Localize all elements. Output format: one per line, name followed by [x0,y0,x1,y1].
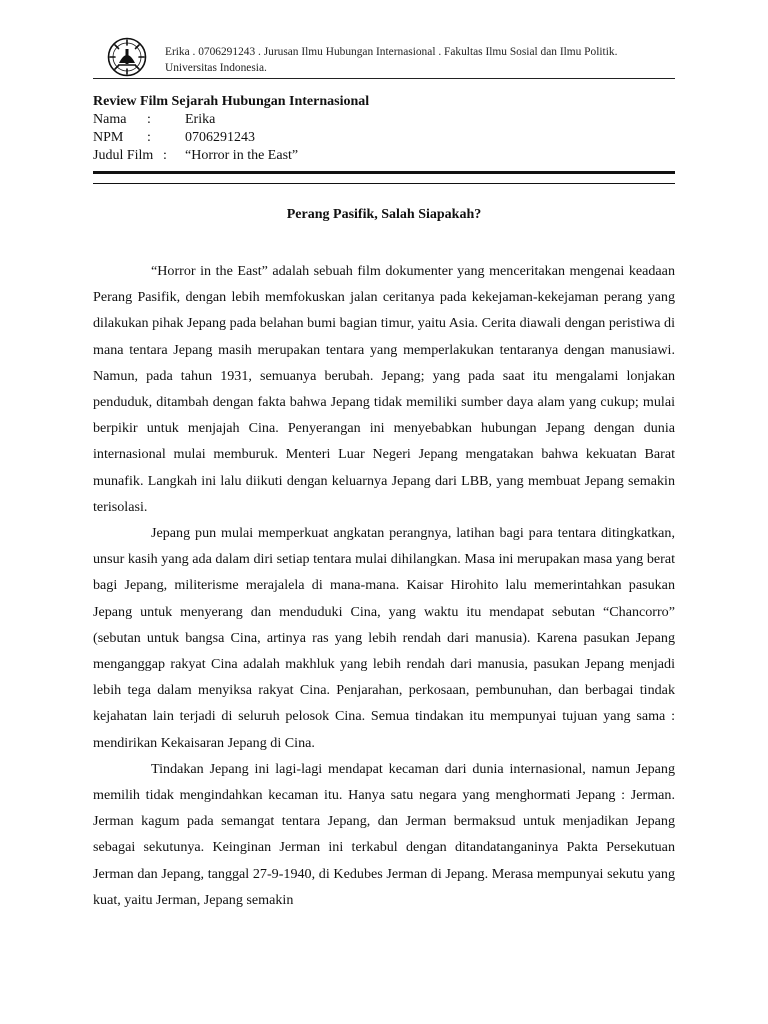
header-line-2: Universitas Indonesia. [165,62,267,74]
header-line-1: Erika . 0706291243 . Jurusan Ilmu Hubungan Internasional . Fakultas Ilmu Sosial dan Ilmu Politik. [165,46,618,58]
info-row-judul-film [93,147,675,165]
info-label: NPM [93,130,124,145]
info-value: 0706291243 [185,130,255,145]
page-header [93,34,675,80]
header-divider [93,78,675,79]
info-colon: : [163,148,167,163]
info-label: Nama [93,112,127,127]
info-value: Erika [185,112,216,127]
header-text [165,44,677,76]
review-title: Review Film Sejarah Hubungan Internasional [93,94,370,109]
info-colon: : [147,130,151,145]
info-row-npm [93,129,675,147]
body-text [93,258,675,913]
info-label: Judul Film [93,148,154,163]
paragraph: “Horror in the East” adalah sebuah film dokumenter yang menceritakan mengenai keadaan Perang Pasifik, dengan lebih memfokuskan jalan ceritanya pada kekejaman-kekejaman perang yang dilakukan pihak Jepang pada belahan bumi bagian timur, yaitu Asia. Cerita diawali dengan peristiwa di mana tentara Jepang masih merupakan tentara yang memperlakukan tentaranya dengan manusiawi. Namun, pada tahun 1931, semuanya berubah. Jepang; yang pada saat itu mengalami lonjakan penduduk, ditambah dengan fakta bahwa Jepang tidak memiliki sumber daya alam yang cukup; mulai berpikir untuk menjajah Cina. Penyerangan ini menyebabkan hubungan Jepang dengan dunia internasional mulai memburuk. Menteri Luar Negeri Jepang mengatakan bahwa kekuatan Barat munafik. Langkah ini lalu diikuti dengan keluarnya Jepang dari LBB, yang membuat Jepang semakin terisolasi. [93,263,675,515]
paragraph: Jepang pun mulai memperkuat angkatan perangnya, latihan bagi para tentara ditingkatkan, unsur kasih yang ada dalam diri setiap tentara mulai dihilangkan. Masa ini merupakan masa yang berat bagi Jepang, militerisme merajalela di mana-mana. Kaisar Hirohito lalu memerintahkan pasukan Jepang untuk menyerang dan menduduki Cina, yang waktu itu mendapat sebutan “Chancorro” (sebutan untuk bangsa Cina, artinya ras yang lebih rendah dari manusia). Karena pasukan Jepang menganggap rakyat Cina adalah makhluk yang lebih rendah dari manusia, pasukan Jepang menjadi lebih tega dalam menyiksa rakyat Cina. Penjarahan, perkosaan, pembunuhan, dan berbagai tindak kejahatan lain terjadi di seluruh pelosok Cina. Semua tindakan itu mempunyai tujuan yang sama : mendirikan Kekaisaran Jepang di Cina. [93,525,675,751]
document-title: Perang Pasifik, Salah Siapakah? [286,207,482,222]
info-row-nama [93,111,675,129]
section-divider-thin [93,183,675,184]
section-divider-thick [93,171,675,174]
review-info [93,93,675,165]
paragraph: Tindakan Jepang ini lagi-lagi mendapat kecaman dari dunia internasional, namun Jepang memilih tidak mengindahkan kecaman itu. Hanya satu negara yang menghormati Jepang : Jerman. Jerman kagum pada semangat tentara Jepang, dan Jerman bermaksud untuk menjadikan Jepang sebagai sekutunya. Keinginan Jerman ini terkabul dengan ditandatanganinya Pakta Persekutuan Jerman dan Jepang, tanggal 27-9-1940, di Kedubes Jerman di Jepang. Merasa mempunyai sekutu yang kuat, yaitu Jerman, Jepang semakin [93,760,675,908]
info-value: “Horror in the East” [185,148,299,163]
university-seal-icon [107,37,147,77]
info-colon: : [147,112,151,127]
